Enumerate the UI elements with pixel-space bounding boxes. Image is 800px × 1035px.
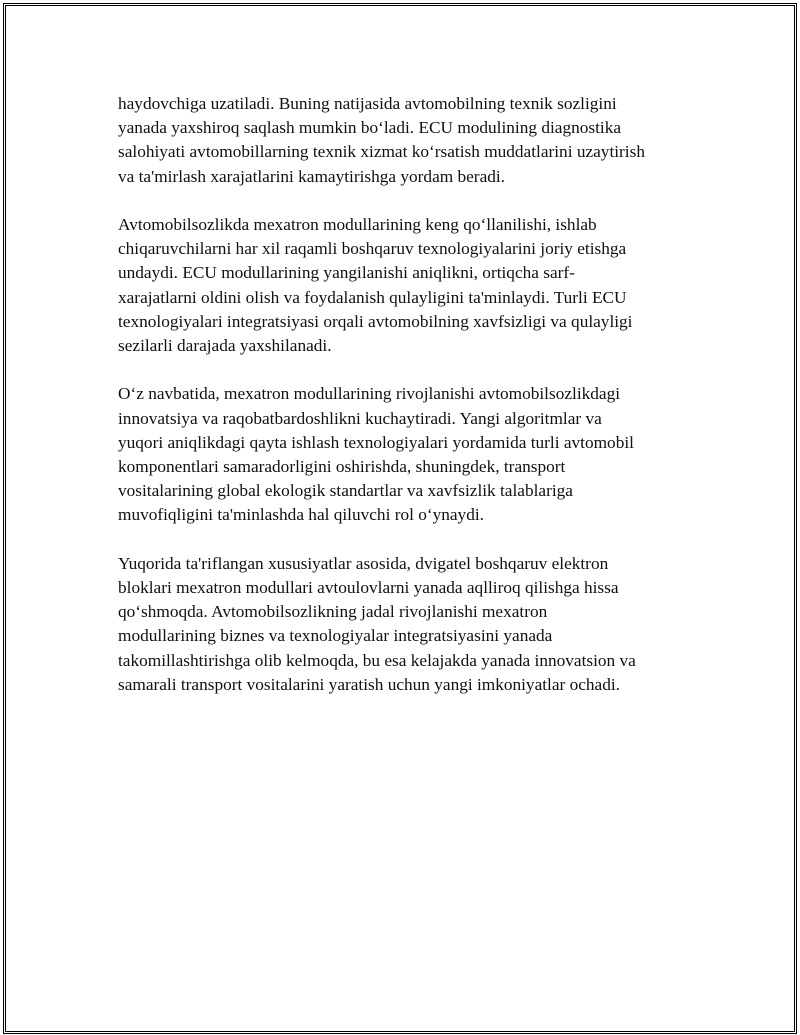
paragraph — [118, 382, 688, 527]
text-line: haydovchiga uzatiladi. Buning natijasida avtomobilning texnik sozligini — [118, 94, 617, 113]
text-line: Yuqorida ta'riflangan xususiyatlar asosida, dvigatel boshqaruv elektron — [118, 553, 609, 573]
text-line: yuqori aniqlikdagi qayta ishlash texnologiyalari yordamida turli avtomobil — [118, 432, 634, 452]
text-line: modullarining biznes va texnologiyalar integratsiyasini yanada — [118, 626, 553, 646]
text-line: salohiyati avtomobillarning texnik xizmat ko‘rsatish muddatlarini uzaytirish — [118, 142, 645, 162]
text-line: vositalarining global ekologik standartlar va xavfsizlik talablariga — [118, 481, 573, 501]
text-line: Avtomobilsozlikda mexatron modullarining keng qo‘llanilishi, ishlab — [118, 215, 597, 234]
paragraph — [118, 552, 688, 697]
text-line: takomillashtirishga olib kelmoqda, bu esa kelajakda yanada innovatsion va — [118, 650, 636, 670]
text-line: samarali transport vositalarini yaratish uchun yangi imkoniyatlar ochadi. — [118, 674, 620, 694]
text-line: qo‘shmoqda. Avtomobilsozlikning jadal rivojlanishi mexatron — [118, 602, 548, 622]
document-body — [118, 92, 688, 697]
text-line: muvofiqligini ta'minlashda hal qiluvchi rol o‘ynaydi. — [118, 505, 484, 525]
text-line: innovatsiya va raqobatbardoshlikni kuchaytiradi. Yangi algoritmlar va — [118, 408, 602, 428]
text-line: O‘z navbatida, mexatron modullarining rivojlanishi avtomobilsozlikdagi — [118, 384, 621, 404]
paragraph — [118, 92, 688, 189]
text-line: xarajatlarni oldini olish va foydalanish qulayligini ta'minlaydi. Turli ECU — [118, 287, 627, 307]
text-line: yanada yaxshiroq saqlash mumkin bo‘ladi. ECU modulining diagnostika — [118, 118, 622, 138]
text-line: bloklari mexatron modullari avtoulovlarni yanada aqlliroq qilishga hissa — [118, 578, 619, 598]
text-line: texnologiyalari integratsiyasi orqali avtomobilning xavfsizligi va qulayligi — [118, 311, 633, 331]
paragraph — [118, 213, 688, 358]
text-line: undaydi. ECU modullarining yangilanishi aniqlikni, ortiqcha sarf- — [118, 263, 575, 283]
text-line: komponentlari samaradorligini oshirishda, shuningdek, transport — [118, 457, 566, 477]
text-line: va ta'mirlash xarajatlarini kamaytirishga yordam beradi. — [118, 166, 505, 186]
text-line: chiqaruvchilarni har xil raqamli boshqaruv texnologiyalarini joriy etishga — [118, 239, 627, 259]
text-line: sezilarli darajada yaxshilanadi. — [118, 336, 332, 356]
